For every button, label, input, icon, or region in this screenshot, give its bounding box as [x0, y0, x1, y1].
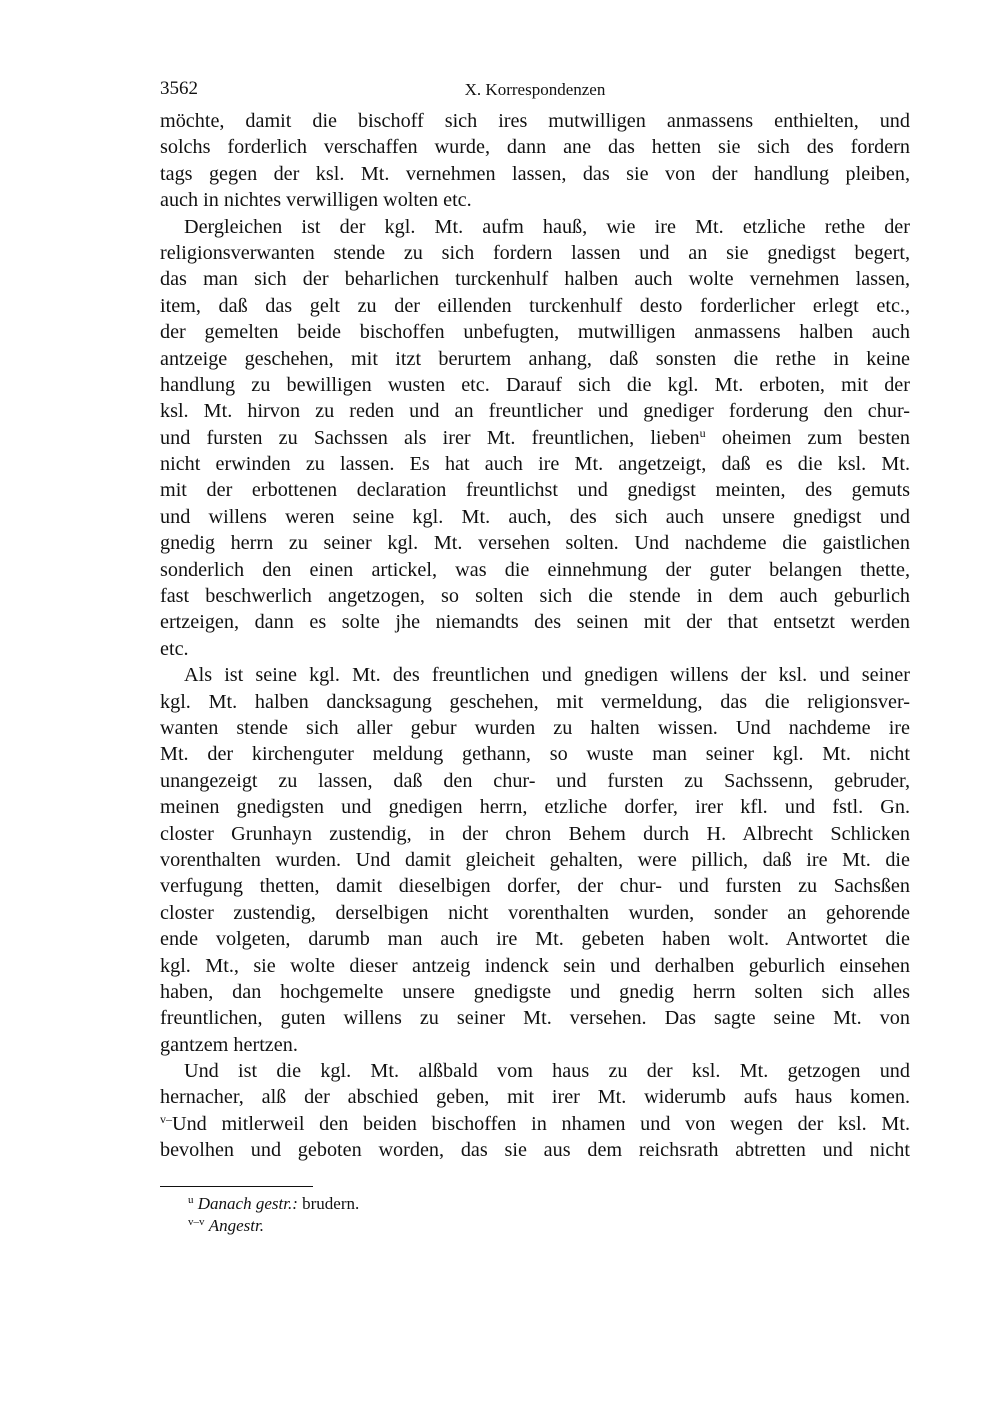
footnote-marker: u [699, 425, 706, 440]
text-line: Und ist die kgl. Mt. alßbald vom haus zu der ksl. Mt. getzogen und [184, 1060, 910, 1083]
text-line: wanten stende sich aller gebur wurden zu halten wissen. Und nachdeme ire [160, 716, 910, 739]
section-title: X. Korrespondenzen [464, 80, 606, 99]
page-number: 3562 [160, 78, 198, 99]
text-line: Mt. der kirchenguter meldung gethann, so wuste man seiner kgl. Mt. nicht [160, 743, 910, 766]
text-line: der gemelten beide bischoffen unbefugten, mutwilligen anmassens halben auch [160, 321, 910, 344]
footnote [188, 1193, 910, 1215]
text-line: ende volgeten, darumb man auch ire Mt. gebeten haben wolt. Antwortet die [160, 928, 910, 951]
text-line: gnedig herrn zu seiner kgl. Mt. versehen solten. Und nachdeme die gaistlichen [160, 532, 910, 555]
footnote-marker: v– [160, 1111, 172, 1126]
text-line: hernacher, alß der abschied geben, mit irer Mt. widerumb aufs haus komen. [160, 1086, 910, 1109]
footnote-text: brudern. [297, 1193, 360, 1213]
text-line: antzeige geschehen, mit itzt berurtem anhang, daß sonsten die rethe in keine [160, 347, 910, 370]
footnote-rule [160, 1186, 313, 1187]
document-page [160, 78, 910, 1237]
line-text: Und mitlerweil den beiden bischoffen in nhamen und von wegen der ksl. Mt. [172, 1112, 910, 1135]
text-line: unangezeigt zu lassen, daß den chur- und fursten zu Sachssenn, gebruder, [160, 769, 910, 792]
text-line: Als ist seine kgl. Mt. des freuntlichen und gnedigen willens der ksl. und seiner [184, 664, 910, 687]
footnote-italic: Angestr. [208, 1215, 264, 1235]
footnote-marker: v–v [188, 1215, 205, 1228]
text-line: gantzem hertzen. [160, 1033, 298, 1056]
text-line: closter zustendig, derselbigen nicht vorenthalten wurden, sonder an gehorende [160, 901, 910, 924]
text-line: closter Grunhayn zustendig, in der chron Behem durch H. Albrecht Schlicken [160, 822, 910, 845]
footnote [188, 1215, 910, 1237]
text-line: das man sich der beharlichen turckenhulf halben auch wolte vernehmen lassen, [160, 268, 910, 291]
text-line: möchte, damit die bischoff sich ires mutwilligen anmassens enthielten, und [160, 110, 910, 132]
footnotes [160, 1193, 910, 1237]
text-line: vorenthalten wurden. Und damit gleicheit gehalten, were pillich, daß ire Mt. die [160, 848, 910, 871]
text-line: religionsverwanten stende zu sich fordern lassen und an sie gnedigst begert, [160, 241, 910, 264]
text-line: Dergleichen ist der kgl. Mt. aufm hauß, wie ire Mt. etzliche rethe der [184, 215, 910, 238]
text-line: fast beschwerlich angetzogen, so solten sich die stende in dem auch geburlich [160, 585, 910, 608]
text-line: haben, dan hochgemelte unsere gnedigste und gnedig herrn solten sich alles [160, 980, 910, 1003]
text-line: nicht erwinden zu lassen. Es hat auch ire Mt. angetzeigt, daß es die ksl. Mt. [160, 453, 910, 476]
line-text: oheimen zum besten [705, 426, 910, 449]
footnote-italic: Danach gestr.: [197, 1193, 298, 1213]
text-line: und willens weren seine kgl. Mt. auch, des sich auch unsere gnedigst und [160, 505, 910, 528]
body-text [160, 108, 910, 1164]
text-line: kgl. Mt. halben dancksagung geschehen, mit vermeldung, das die religionsver- [160, 690, 910, 713]
footnote-marker: u [188, 1193, 194, 1206]
running-head [160, 78, 910, 108]
text-line: item, daß das gelt zu der eillenden turckenhulf desto forderlicher erlegt etc., [160, 294, 910, 317]
text-line: bevolhen und geboten worden, das sie aus dem reichsrath abtretten und nicht [160, 1139, 910, 1162]
text-line [160, 1111, 910, 1137]
text-line: freuntlichen, guten willens zu seiner Mt. versehen. Das sagte seine Mt. von [160, 1007, 910, 1030]
text-line: ertzeigen, dann es solte jhe niemandts des seinen mit der that entsetzt werden [160, 611, 910, 634]
text-line: solchs forderlich verschaffen wurde, dann ane das hetten sie sich des fordern [160, 136, 910, 159]
line-text: und fursten zu Sachssen als irer Mt. freuntlichen, lieben [160, 426, 700, 449]
text-line: auch in nichtes verwilligen wolten etc. [160, 189, 472, 212]
text-line: verfugung thetten, damit dieselbigen dorfer, der chur- und fursten zu Sachsßen [160, 875, 910, 898]
text-line: ksl. Mt. hirvon zu reden und an freuntlicher und gnediger forderung den chur- [160, 400, 910, 423]
text-line: kgl. Mt., sie wolte dieser antzeig indenck sein und derhalben geburlich einsehen [160, 954, 910, 977]
text-line: sonderlich den einen artickel, was die einnehmung der guter belangen thette, [160, 558, 910, 581]
text-line [160, 425, 910, 451]
text-line: mit der erbottenen declaration freuntlichst und gnedigst meinten, des gemuts [160, 479, 910, 502]
text-line: etc. [160, 637, 189, 660]
text-line: meinen gnedigsten und gnedigen herrn, etzliche dorfer, irer kfl. und fstl. Gn. [160, 796, 910, 819]
text-line: handlung zu bewilligen wusten etc. Darauf sich die kgl. Mt. erboten, mit der [160, 373, 910, 396]
text-line: tags gegen der ksl. Mt. vernehmen lassen, das sie von der handlung pleiben, [160, 162, 910, 185]
